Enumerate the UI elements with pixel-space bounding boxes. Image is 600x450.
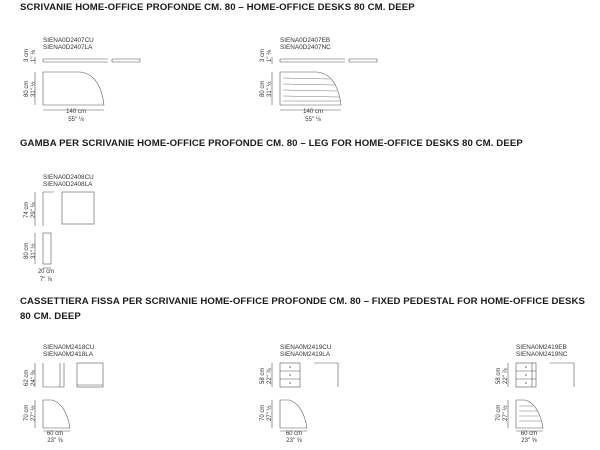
desk-1-code-1: SIENA0D2407CU <box>43 37 94 44</box>
leg-width-in: 7" ⅞ <box>39 277 53 283</box>
leg-code-2: SIENA0D2408LA <box>43 181 93 188</box>
pedestal-1-width-in: 23" ⅝ <box>47 438 63 444</box>
pedestal-2-code-1: SIENA0M2419CU <box>280 344 332 351</box>
pedestal-1-front-view <box>35 363 64 387</box>
pedestal-2-front-view <box>272 363 300 387</box>
pedestal-3-front-view <box>508 363 536 387</box>
pedestal-3-top-view <box>508 400 543 431</box>
leg-side-view <box>62 192 94 224</box>
pedestal-2-width-cm: 60 cm <box>285 431 303 437</box>
desk-2-width-in: 55" ⅛ <box>305 117 321 123</box>
pedestal-3-height-cm: 58 cm <box>496 367 502 384</box>
drawer-handles <box>289 366 527 384</box>
pedestal-2-height-in: 22" ⅞ <box>267 368 273 384</box>
section-title-leg: GAMBA PER SCRIVANIE HOME-OFFICE PROFONDE CM. 80 – LEG FOR HOME-OFFICE DESKS 80 CM. DEEP <box>20 138 523 149</box>
leg-code-1: SIENA0D2408CU <box>43 174 94 181</box>
desk-2-height-in: 1" ⅛ <box>267 49 273 62</box>
pedestal-1-height-cm: 62 cm <box>24 369 30 386</box>
pedestal-2-code-2: SIENA0M2419LA <box>280 351 331 358</box>
desk-2-width-cm: 140 cm <box>303 109 323 115</box>
desk-2-depth-cm: 80 cm <box>260 80 266 97</box>
pedestal-3-width-cm: 60 cm <box>520 431 538 437</box>
desk-2-code-2: SIENA0D2407NC <box>280 44 331 51</box>
leg-height-cm: 74 cm <box>24 201 30 218</box>
desk-1-depth-cm: 80 cm <box>24 80 30 97</box>
desk-2-code-1: SIENA0D2407EB <box>280 37 331 44</box>
leg-width-cm: 20 cm <box>37 269 55 275</box>
pedestal-2-top-view <box>272 400 307 431</box>
desk-1-width-cm: 140 cm <box>66 109 86 115</box>
leg-top-view <box>35 233 51 268</box>
desk-1-height-in: 1" ⅛ <box>31 49 37 62</box>
pedestal-2-side-view <box>314 363 338 387</box>
pedestal-3-height-in: 22" ⅞ <box>503 368 509 384</box>
desk-1-code-2: SIENA0D2407LA <box>43 44 93 51</box>
desk-2-top-view <box>272 72 341 110</box>
desk-2-height-cm: 3 cm <box>260 48 266 62</box>
pedestal-1-depth-in: 27" ½ <box>31 405 37 421</box>
desk-1-height-cm: 3 cm <box>24 48 30 62</box>
desk-1-side-view <box>35 57 140 64</box>
desk-1-width-in: 55" ⅛ <box>68 117 84 123</box>
pedestal-1-width-cm: 60 cm <box>46 431 64 437</box>
leg-depth-cm: 80 cm <box>24 242 30 259</box>
leg-height-in: 29" ⅛ <box>31 202 37 218</box>
pedestal-3-code-2: SIENA0M2419NC <box>516 351 568 358</box>
section-title-pedestal-line2: 80 CM. DEEP <box>20 311 81 322</box>
pedestal-3-width-in: 23" ⅝ <box>521 438 537 444</box>
pedestal-2-width-in: 23" ⅝ <box>286 438 302 444</box>
pedestal-1-side-view <box>77 363 103 387</box>
pedestal-1-code-1: SIENA0M2418CU <box>43 344 95 351</box>
pedestal-2-depth-cm: 70 cm <box>260 404 266 421</box>
desk-1-depth-in: 31" ½ <box>31 81 37 97</box>
pedestal-3-side-view <box>550 363 574 387</box>
desk-1-top-view <box>35 72 104 110</box>
pedestal-1-depth-cm: 70 cm <box>24 404 30 421</box>
pedestal-1-height-in: 24" ⅜ <box>31 370 37 386</box>
section-title-pedestal: CASSETTIERA FISSA PER SCRIVANIE HOME-OFFICE PROFONDE CM. 80 – FIXED PEDESTAL FOR HOME-OFFICE DESKS <box>20 296 586 307</box>
desk-2-side-view <box>272 57 377 64</box>
pedestal-2-height-cm: 58 cm <box>260 367 266 384</box>
pedestal-3-depth-in: 27" ½ <box>503 405 509 421</box>
leg-front-view <box>35 192 54 226</box>
pedestal-2-depth-in: 27" ½ <box>267 405 273 421</box>
pedestal-1-top-view <box>35 400 70 431</box>
section-title-desks: SCRIVANIE HOME-OFFICE PROFONDE CM. 80 – HOME-OFFICE DESKS 80 CM. DEEP <box>20 2 415 13</box>
pedestal-1-code-2: SIENA0M2418LA <box>43 351 94 358</box>
pedestal-3-code-1: SIENA0M2419EB <box>516 344 567 351</box>
pedestal-3-depth-cm: 70 cm <box>496 404 502 421</box>
leg-depth-in: 31" ½ <box>31 243 37 259</box>
desk-2-depth-in: 31" ½ <box>267 81 273 97</box>
